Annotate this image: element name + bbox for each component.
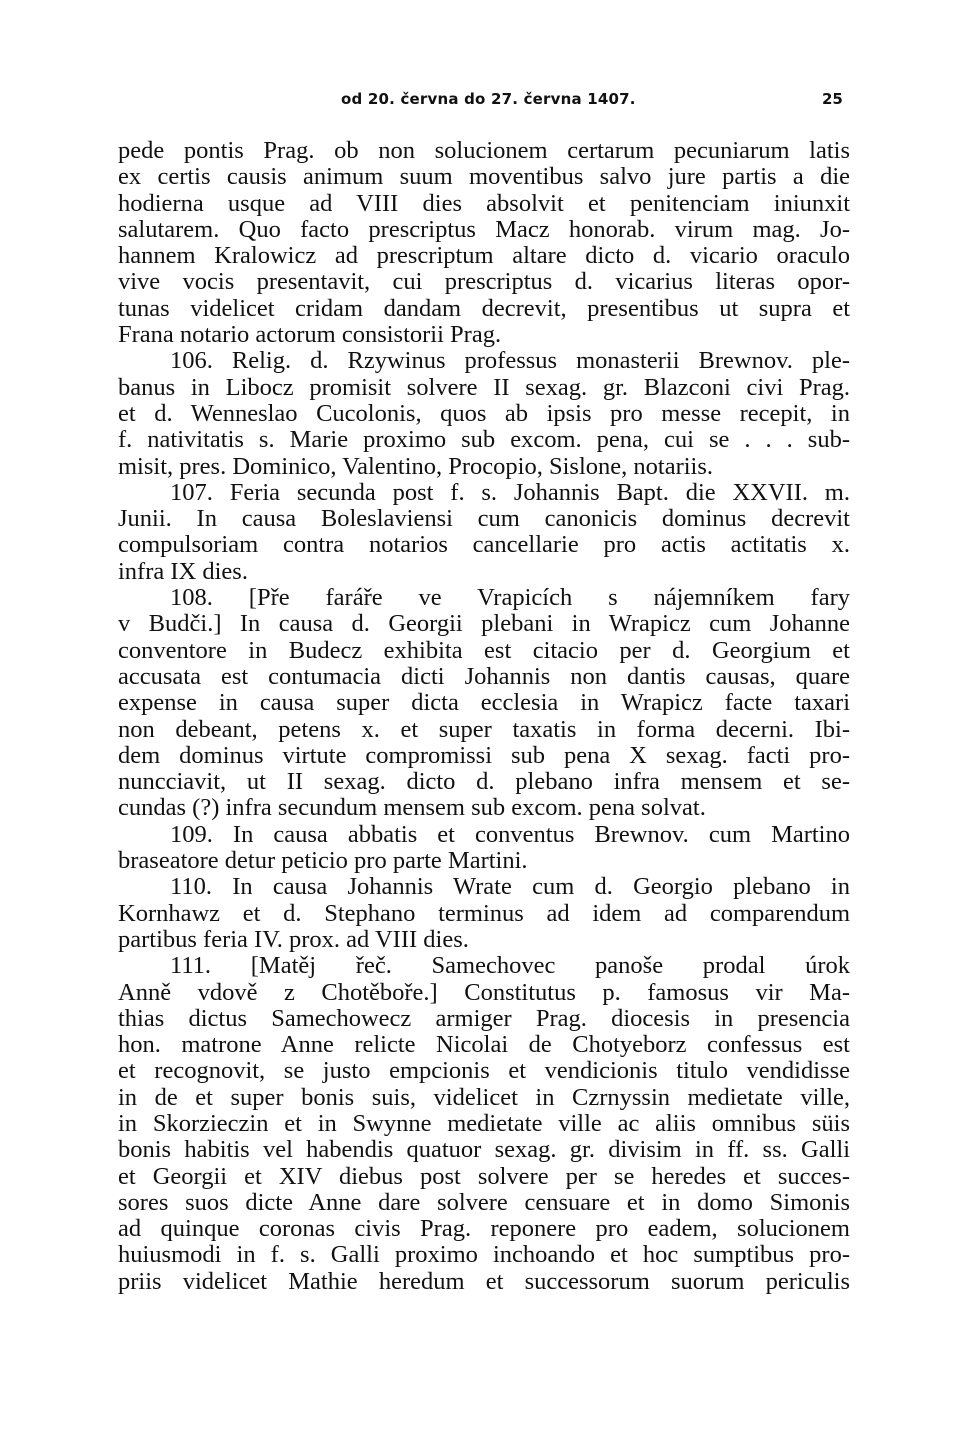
text-line: ex certis causis animum suum moventibus salvo jure partis a die <box>118 163 850 191</box>
page-number: 25 <box>822 90 843 108</box>
text-line: hon. matrone Anne relicte Nicolai de Chotyeborz confessus est <box>118 1031 850 1059</box>
running-header <box>0 90 960 120</box>
text-line: sores suos dicte Anne dare solvere censuare et in domo Simonis <box>118 1188 850 1216</box>
text-line: banus in Libocz promisit solvere II sexag. gr. Blazconi civi Prag. <box>118 373 850 401</box>
text-line: non debeant, petens x. et super taxatis in forma decerni. Ibi- <box>118 715 850 743</box>
text-line: tunas videlicet cridam dandam decrevit, presentibus ut supra et <box>118 294 850 322</box>
text-line: Junii. In causa Boleslaviensi cum canonicis dominus decrevit <box>118 505 850 533</box>
text-line: hodierna usque ad VIII dies absolvit et penitenciam iniunxit <box>118 189 850 217</box>
text-line: v Budči.] In causa d. Georgii plebani in Wrapicz cum Johanne <box>118 610 850 638</box>
text-line: et d. Wenneslao Cucolonis, quos ab ipsis pro messe recepit, in <box>118 399 850 427</box>
entry-108-line: 108. [Pře faráře ve Vrapicích s nájemníkem fary <box>170 584 850 612</box>
text-line: priis videlicet Mathie heredum et successorum suorum periculis <box>118 1267 850 1295</box>
text-line: et Georgii et XIV diebus post solvere per se heredes et succes- <box>118 1162 850 1190</box>
text-line: accusata est contumacia dicti Johannis non dantis causas, quare <box>118 662 850 690</box>
text-line: expense in causa super dicta ecclesia in Wrapicz facte taxari <box>118 689 850 717</box>
text-line: in Skorzieczin et in Swynne medietate ville ac aliis omnibus süis <box>118 1109 850 1137</box>
text-line: thias dictus Samechowecz armiger Prag. diocesis in presencia <box>118 1004 850 1032</box>
text-line: f. nativitatis s. Marie proximo sub excom. pena, cui se . . . sub- <box>118 426 850 454</box>
entry-107-line: 107. Feria secunda post f. s. Johannis Bapt. die XXVII. m. <box>170 478 850 506</box>
text-line: ad quinque coronas civis Prag. reponere pro eadem, solucionem <box>118 1215 850 1243</box>
text-line: bonis habitis vel habendis quatuor sexag. gr. divisim in ff. ss. Galli <box>118 1136 850 1164</box>
text-line: Anně vdově z Chotěboře.] Constitutus p. famosus vir Ma- <box>118 978 850 1006</box>
text-line: salutarem. Quo facto prescriptus Macz honorab. virum mag. Jo- <box>118 215 850 243</box>
text-line: Frana notario actorum consistorii Prag. <box>118 321 502 349</box>
text-line: braseatore detur peticio pro parte Martini. <box>118 847 528 875</box>
body-text <box>118 138 850 1295</box>
text-line: Kornhawz et d. Stephano terminus ad idem ad comparendum <box>118 899 850 927</box>
text-line: pede pontis Prag. ob non solucionem certarum pecuniarum latis <box>118 137 850 164</box>
text-line: huiusmodi in f. s. Galli proximo inchoando et hoc sumptibus pro- <box>118 1241 850 1269</box>
text-line: partibus feria IV. prox. ad VIII dies. <box>118 925 469 953</box>
entry-109-line: 109. In causa abbatis et conventus Brewnov. cum Martino <box>170 820 850 848</box>
text-line: dem dominus virtute compromissi sub pena X sexag. facti pro- <box>118 741 850 769</box>
text-line: nuncciavit, ut II sexag. dicto d. plebano infra mensem et se- <box>118 768 850 796</box>
text-line: cundas (?) infra secundum mensem sub excom. pena solvat. <box>118 794 706 822</box>
entry-110-line: 110. In causa Johannis Wrate cum d. Georgio plebano in <box>170 873 850 901</box>
entry-106-line: 106. Relig. d. Rzywinus professus monasterii Brewnov. ple- <box>170 347 850 375</box>
text-line: conventore in Budecz exhibita est citacio per d. Georgium et <box>118 636 850 664</box>
text-line: misit, pres. Dominico, Valentino, Procopio, Sislone, notariis. <box>118 452 713 480</box>
text-line: compulsoriam contra notarios cancellarie pro actis actitatis x. <box>118 531 850 559</box>
text-line: hannem Kralowicz ad prescriptum altare dicto d. vicario oraculo <box>118 242 850 270</box>
text-line: infra IX dies. <box>118 557 248 585</box>
running-title: od 20. června do 27. června 1407. <box>341 90 636 108</box>
text-line: et recognovit, se justo empcionis et vendicionis titulo vendidisse <box>118 1057 850 1085</box>
text-line: vive vocis presentavit, cui prescriptus d. vicarius literas opor- <box>118 268 850 296</box>
entry-111-line: 111. [Matěj řeč. Samechovec panoše prodal úrok <box>170 952 850 980</box>
text-line: in de et super bonis suis, videlicet in Czrnyssin medietate ville, <box>118 1083 850 1111</box>
